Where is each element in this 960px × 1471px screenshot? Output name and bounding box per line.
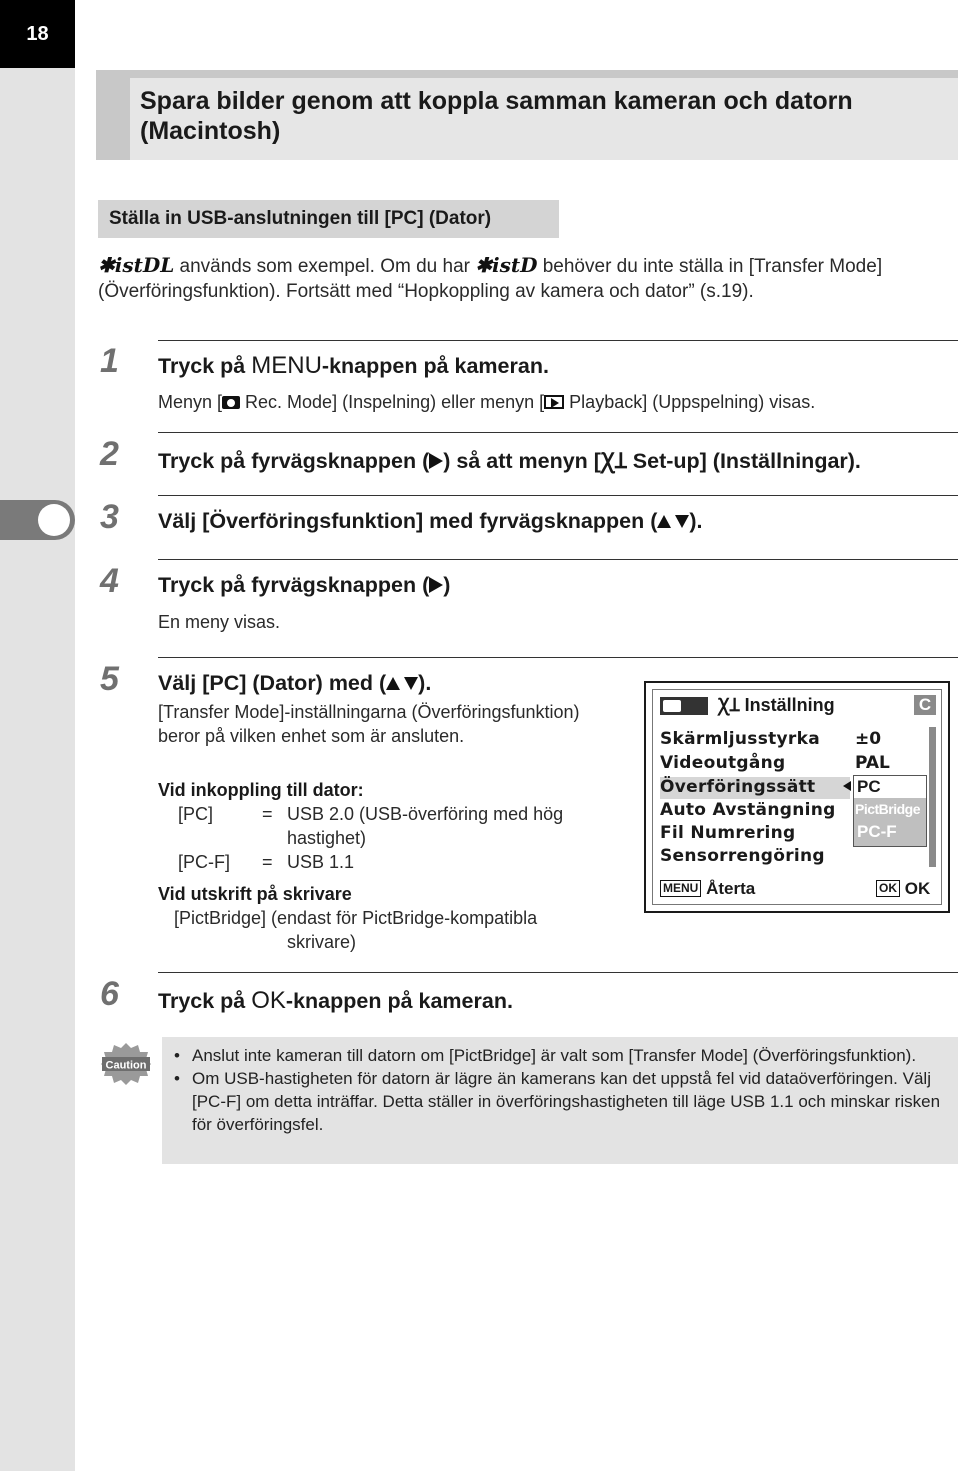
setup-tool-icon: ꞳꞱ — [718, 695, 740, 716]
setup-tool-icon: ꞳꞱ — [600, 449, 627, 474]
step-number: 3 — [100, 498, 119, 536]
lcd-ok-control: OK OK — [876, 879, 930, 899]
step-divider — [158, 559, 958, 560]
step-5-heading: Välj [PC] (Dator) med ( ). — [158, 671, 432, 695]
pcf-mode-key: [PC-F] — [178, 852, 230, 872]
step-4-body: En meny visas. — [158, 612, 281, 632]
camera-lcd-screen — [644, 681, 950, 913]
step-number: 4 — [100, 562, 119, 600]
caution-bullet: • Om USB-hastigheten för datorn är lägre än kamerans kan det uppstå fel vid dataöverföringen. Välj [PC-F] om detta inträffar. Detta ställer in överföringshastigheten till läge USB 1.1 och minskar risken för överföringsfel. — [172, 1067, 952, 1136]
lcd-menu-item-selected: Överföringssätt — [660, 777, 816, 797]
left-pointer-icon — [843, 781, 851, 791]
lcd-value-brightness: ±0 — [855, 729, 882, 749]
up-arrow-icon — [386, 677, 400, 690]
svg-text:Caution: Caution — [105, 1059, 147, 1072]
step-divider — [158, 495, 958, 496]
camera-icon — [222, 396, 240, 409]
printer-subheading: Vid utskrift på skrivare — [158, 884, 352, 904]
lcd-menu-item: Fil Numrering — [660, 823, 796, 843]
computer-connection-subheading: Vid inkoppling till dator: — [158, 780, 364, 800]
right-arrow-icon — [429, 577, 443, 593]
step-3-heading: Välj [Överföringsfunktion] med fyrvägsknappen ( ). — [158, 509, 703, 533]
pc-mode-value-cont: hastighet) — [287, 828, 367, 848]
equals-sign: = — [262, 852, 273, 872]
caution-bullet: • Anslut inte kameran till datorn om [PictBridge] är valt som [Transfer Mode] (Överföringsfunktion). — [172, 1044, 952, 1067]
step-number: 6 — [100, 975, 119, 1013]
lcd-back-control: MENU Återta — [660, 879, 755, 899]
left-margin-band — [0, 0, 75, 1471]
down-arrow-icon — [675, 515, 689, 528]
playback-icon — [544, 395, 564, 409]
lcd-menu-item: Sensorrengöring — [660, 846, 825, 866]
page-title: Spara bilder genom att koppla samman kameran och datorn (Macintosh) — [140, 87, 853, 145]
lcd-menu-item: Skärmljusstyrka — [660, 729, 820, 749]
lcd-menu-item: Videoutgång — [660, 753, 786, 773]
caution-list — [172, 1044, 952, 1136]
camera-model-logo-dl: ✱istDL — [98, 253, 175, 277]
pictbridge-note-cont: skrivare) — [287, 932, 357, 952]
lcd-scrollbar — [929, 727, 936, 867]
menu-key-label: MENU — [251, 352, 322, 379]
chapter-tab-marker — [38, 504, 70, 536]
camera-icon — [663, 700, 681, 712]
lcd-header: ꞳꞱ Inställning — [718, 695, 835, 716]
step-4-heading: Tryck på fyrvägsknappen ( ) — [158, 573, 451, 597]
pictbridge-note: [PictBridge] (endast för PictBridge-kompatibla — [174, 908, 538, 928]
intro-paragraph: ✱istDL används som exempel. Om du har ✱istD behöver du inte ställa in [Transfer Mode] (Överföringsfunktion). Fortsätt med “Hopkoppling av kamera och dator” (s.19). — [98, 253, 883, 302]
down-arrow-icon — [404, 677, 418, 690]
title-box-bar — [96, 70, 130, 160]
section-subheading: Ställa in USB-anslutningen till [PC] (Dator) — [98, 200, 559, 238]
lcd-custom-tab: C — [914, 695, 936, 715]
camera-model-logo-d: ✱istD — [475, 253, 538, 277]
ok-key-label: OK — [251, 987, 286, 1014]
step-5-body: [Transfer Mode]-inställningarna (Överföringsfunktion) beror på vilken enhet som är ansluten. — [158, 702, 580, 746]
step-divider — [158, 972, 958, 973]
ok-key-icon: OK — [876, 880, 900, 897]
step-number: 1 — [100, 342, 119, 380]
lcd-options-dropdown — [853, 775, 927, 847]
lcd-menu-item: Auto Avstängning — [660, 800, 836, 820]
title-box-topline — [130, 70, 958, 78]
pc-mode-value: USB 2.0 (USB-överföring med hög — [287, 804, 564, 824]
caution-icon — [100, 1042, 152, 1086]
step-1-heading: Tryck på MENU-knappen på kameran. — [158, 352, 549, 379]
right-arrow-icon — [429, 453, 443, 469]
page-number: 18 — [0, 0, 75, 68]
lcd-value-video: PAL — [855, 753, 890, 773]
up-arrow-icon — [657, 515, 671, 528]
step-divider — [158, 657, 958, 658]
step-1-body: Menyn [ Rec. Mode] (Inspelning) eller menyn [ Playback] (Uppspelning) visas. — [158, 392, 816, 412]
step-number: 5 — [100, 660, 119, 698]
lcd-option-pcf: PC-F — [857, 822, 897, 841]
equals-sign: = — [262, 804, 273, 824]
lcd-option-pictbridge: PictBridge — [855, 801, 921, 817]
step-6-heading: Tryck på OK-knappen på kameran. — [158, 987, 513, 1014]
lcd-tab-icons — [660, 697, 708, 715]
pcf-mode-value: USB 1.1 — [287, 852, 355, 872]
pc-mode-key: [PC] — [178, 804, 214, 824]
lcd-option-pc: PC — [857, 777, 881, 796]
step-2-heading: Tryck på fyrvägsknappen ( ) så att menyn [ꞳꞱ Set-up] (Inställningar). — [158, 449, 861, 474]
menu-key-icon: MENU — [660, 880, 701, 897]
step-divider — [158, 432, 958, 433]
step-number: 2 — [100, 435, 119, 473]
step-divider — [158, 340, 958, 341]
